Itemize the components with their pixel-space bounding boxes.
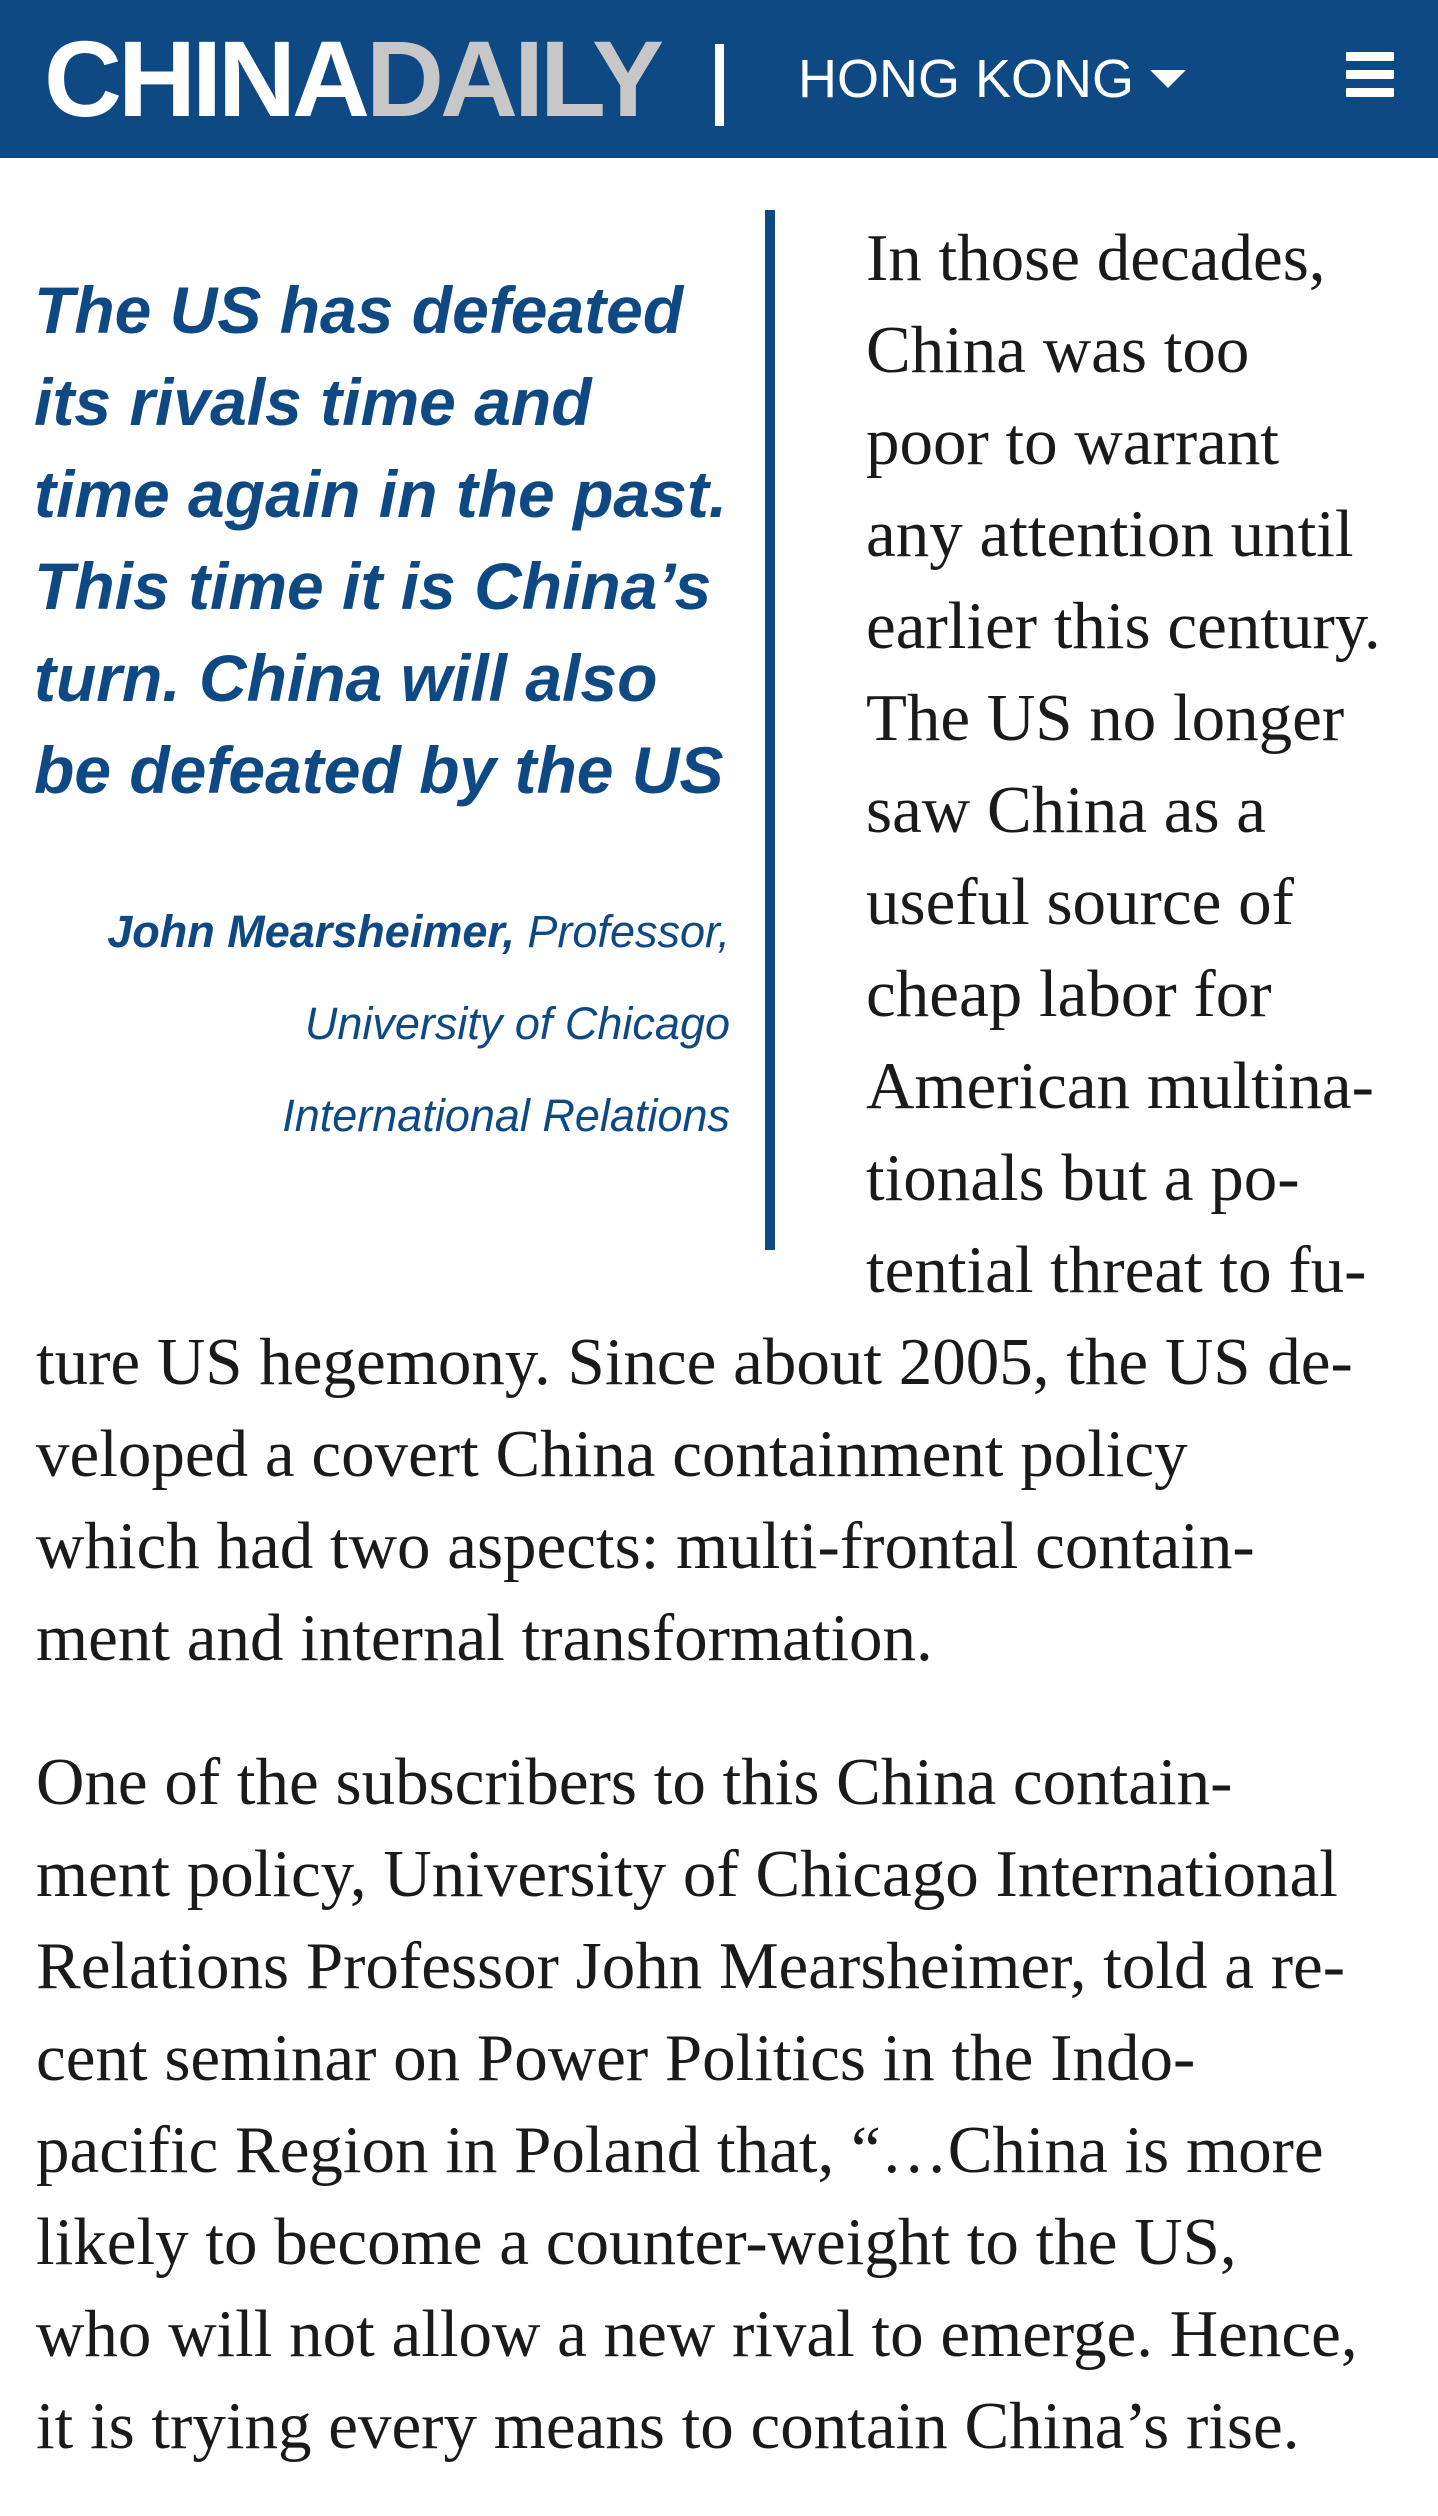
pull-quote-rule	[765, 210, 775, 1250]
logo-daily-text: DAILY	[365, 18, 661, 139]
hamburger-menu-icon[interactable]	[1346, 52, 1394, 98]
paragraph-line: ment and internal transformation.	[36, 1601, 933, 1675]
paragraph-line: pacific Region in Poland that, “…China is more	[36, 2113, 1324, 2187]
region-selector[interactable]: HONG KONG	[798, 49, 1135, 109]
paragraph-line: ment policy, University of Chicago International	[36, 1837, 1338, 1911]
pull-quote-line: The US has defeated	[34, 273, 684, 347]
paragraph-line: One of the subscribers to this China contain-	[36, 1745, 1233, 1819]
logo-china-text: CHINA	[44, 18, 366, 139]
quote-author-role: Professor,	[514, 906, 730, 957]
menu-bar	[1346, 88, 1394, 97]
pull-quote-line: turn. China will also	[34, 641, 658, 715]
article-paragraph-2	[36, 1736, 1416, 2472]
paragraph-line: which had two aspects: multi-frontal contain-	[36, 1509, 1255, 1583]
quote-affiliation: University of Chicago	[304, 998, 730, 1049]
china-daily-logo[interactable]	[44, 20, 660, 138]
paragraph-line: earlier this century.	[866, 589, 1381, 663]
paragraph-line: In those decades,	[866, 221, 1326, 295]
paragraph-line: likely to become a counter-weight to the US,	[36, 2205, 1237, 2279]
paragraph-line: saw China as a	[866, 773, 1267, 847]
site-header	[0, 0, 1438, 158]
attribution-name-line	[34, 886, 730, 978]
pull-quote-line: its rivals time and	[34, 365, 592, 439]
pull-quote	[34, 264, 734, 816]
article-paragraph-1	[36, 1316, 1416, 1684]
paragraph-line: it is trying every means to contain China’s rise.	[36, 2389, 1300, 2463]
quote-author: John Mearsheimer,	[107, 906, 515, 957]
paragraph-line: Relations Professor John Mearsheimer, told a re-	[36, 1929, 1346, 2003]
pull-quote-line: be defeated by the US	[34, 733, 724, 807]
pull-quote-line: This time it is China’s	[34, 549, 712, 623]
paragraph-line: tionals but a po-	[866, 1141, 1300, 1215]
paragraph-line: poor to warrant	[866, 405, 1280, 479]
paragraph-line: ture US hegemony. Since about 2005, the US de-	[36, 1325, 1353, 1399]
paragraph-line: who will not allow a new rival to emerge. Hence,	[36, 2297, 1358, 2371]
menu-bar	[1346, 52, 1394, 61]
menu-bar	[1346, 70, 1394, 79]
paragraph-line: cent seminar on Power Politics in the Indo-	[36, 2021, 1196, 2095]
paragraph-line: cheap labor for	[866, 957, 1272, 1031]
paragraph-line: any attention until	[866, 497, 1354, 571]
paragraph-line: American multina-	[866, 1049, 1374, 1123]
paragraph-line: tential threat to fu-	[866, 1233, 1367, 1307]
paragraph-line: The US no longer	[866, 681, 1345, 755]
paragraph-line: useful source of	[866, 865, 1294, 939]
header-divider	[715, 44, 724, 126]
quote-affiliation: International Relations	[282, 1090, 730, 1141]
article-paragraph-1-wrapped	[866, 212, 1426, 1316]
caret-down-icon[interactable]	[1150, 70, 1186, 88]
quote-attribution	[34, 886, 730, 1162]
paragraph-line: China was too	[866, 313, 1250, 387]
paragraph-line: veloped a covert China containment policy	[36, 1417, 1188, 1491]
pull-quote-line: time again in the past.	[34, 457, 728, 531]
